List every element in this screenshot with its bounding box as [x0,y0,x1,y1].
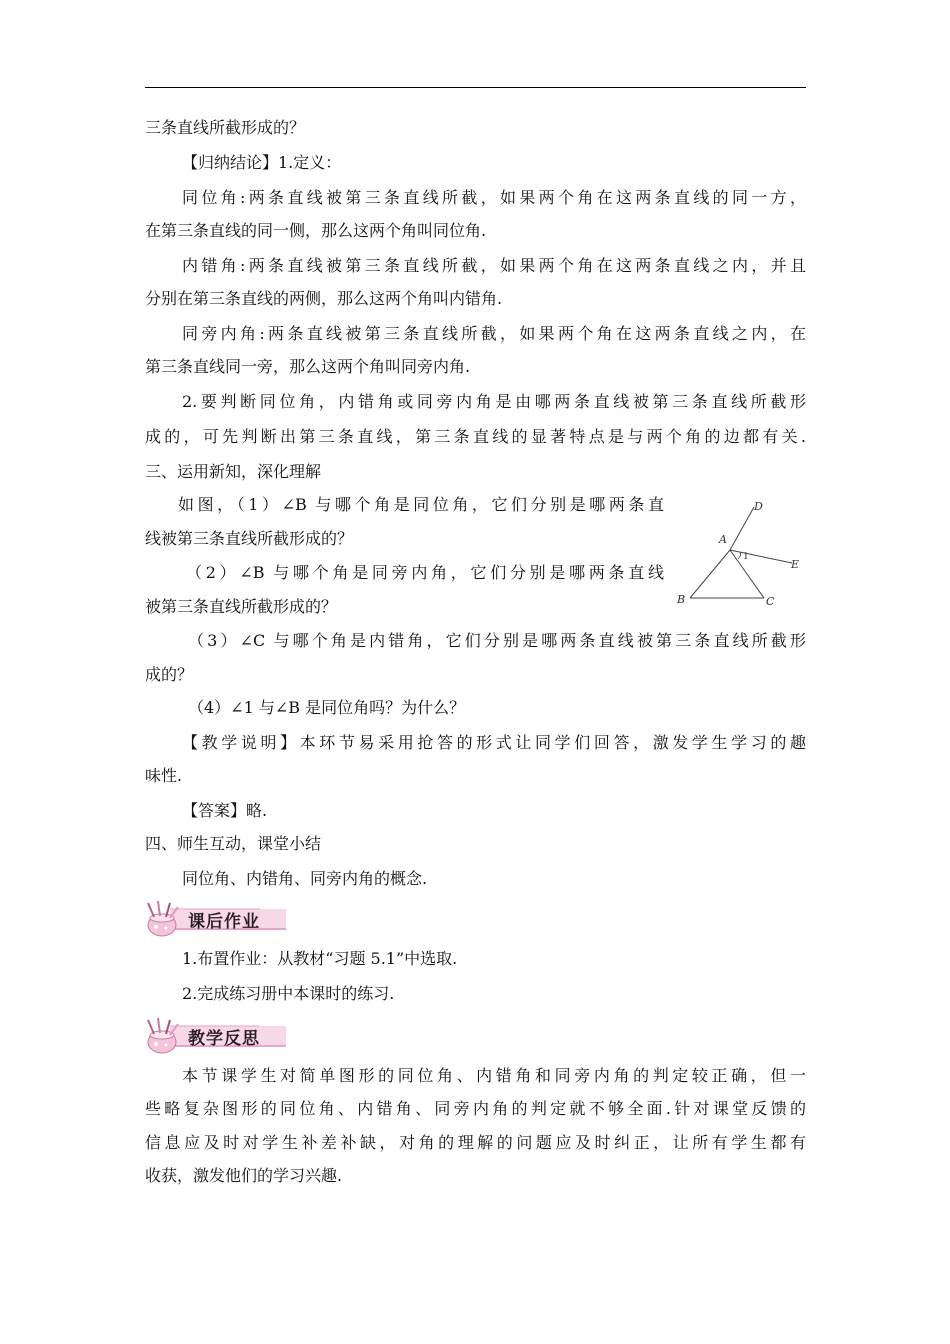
label-a: A [719,533,727,546]
homework-banner [140,899,288,939]
text-line: 些略复杂图形的同位角、内错角、同旁内角的判定就不够全面.针对课堂反馈的 [145,1099,806,1118]
reflection-title: 教学反思 [188,1029,260,1049]
text-line: 如图，（1）∠B 与哪个角是同位角，它们分别是哪两条直 [178,495,664,514]
text-line: 成的，可先判断出第三条直线，第三条直线的显著特点是与两个角的边都有关. [145,427,806,446]
text-line: （2）∠B 与哪个角是同旁内角，它们分别是哪两条直线 [186,563,664,582]
label-d: D [754,500,763,513]
label-b: B [677,593,686,606]
text-line: 线被第三条直线所截形成的？ [145,529,354,548]
header-rule [145,87,806,88]
side-ab [690,550,730,598]
triangle-figure [672,495,812,610]
text-line: 【归纳结论】1.定义： [182,153,342,172]
text-line: 1.布置作业：从教材“习题 5.1”中选取. [182,949,458,968]
section-heading: 三、运用新知，深化理解 [145,462,322,481]
text-line: 味性. [145,766,183,785]
text-line: 被第三条直线所截形成的？ [145,597,338,616]
text-line: 【教学说明】本环节易采用抢答的形式让同学们回答，激发学生学习的趣 [182,733,806,752]
text-line: 本节课学生对简单图形的同位角、内错角和同旁内角的判定较正确，但一 [182,1066,806,1085]
text-line: 三条直线所截形成的？ [145,118,306,137]
text-line: 收获，激发他们的学习兴趣. [145,1166,343,1185]
section-heading: 四、师生互动，课堂小结 [145,834,322,853]
text-line: 第三条直线同一旁，那么这两个角叫同旁内角. [145,357,471,376]
text-line: 2.完成练习册中本课时的练习. [182,984,395,1003]
text-line: 成的？ [145,665,194,684]
text-line: （3）∠C 与哪个角是内错角，它们分别是哪两条直线被第三条直线所截形 [188,631,806,650]
text-line: 同旁内角:两条直线被第三条直线所截，如果两个角在这两条直线之内，在 [182,324,806,343]
homework-title: 课后作业 [188,912,260,932]
text-line: 同位角、内错角、同旁内角的概念. [182,869,428,888]
text-line: 【答案】略. [182,801,268,820]
line-da [730,507,754,550]
label-e: E [791,558,800,571]
angle-1-arc [738,552,741,559]
text-line: 分别在第三条直线的两侧，那么这两个角叫内错角. [145,289,503,308]
text-line: 在第三条直线的同一侧，那么这两个角叫同位角. [145,221,487,240]
reflection-banner [140,1016,288,1056]
ray-ae [730,550,792,563]
text-line: 信息应及时对学生补差补缺，对角的理解的问题应及时纠正，让所有学生都有 [145,1133,806,1152]
label-1: 1 [743,552,749,562]
text-line: 2.要判断同位角，内错角或同旁内角是由哪两条直线被第三条直线所截形 [182,392,806,411]
text-line: （4）∠1 与∠B 是同位角吗？为什么？ [188,698,466,717]
text-line: 内错角:两条直线被第三条直线所截，如果两个角在这两条直线之内，并且 [182,256,806,275]
text-line: 同位角:两条直线被第三条直线所截，如果两个角在这两条直线的同一方， [182,188,806,207]
label-c: C [766,595,775,608]
